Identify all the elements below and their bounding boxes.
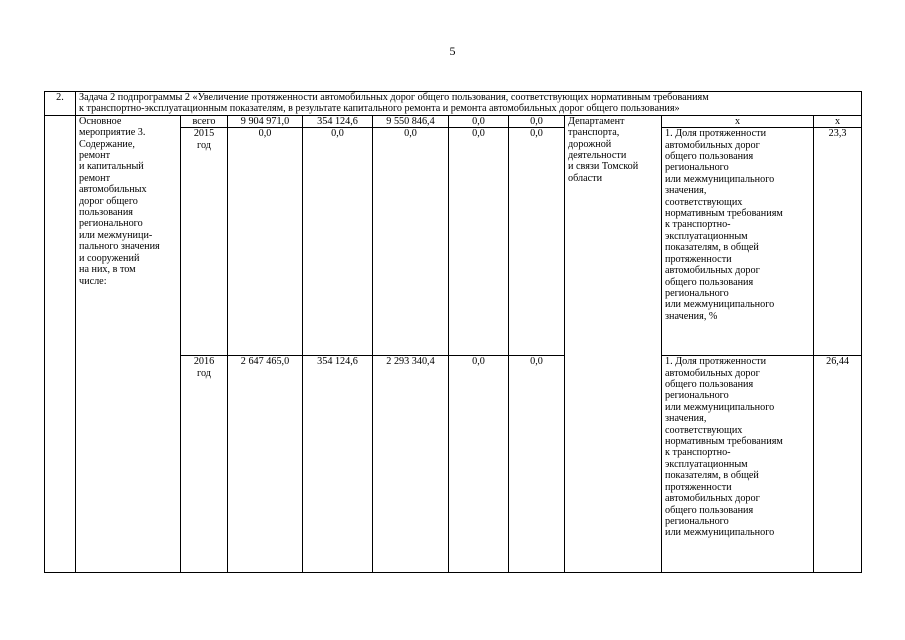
page-number: 5 (449, 44, 456, 58)
indicator-cell: x (662, 115, 814, 127)
task-title: Задача 2 подпрограммы 2 «Увеличение протяженности автомобильных дорог общего пользования, соответствующих нормативным требованиям к транспортно-эксплуатационным показателям, в результате капитального ремонта и ремонта автомобильных дорог общего пользования» (76, 92, 862, 116)
indicator-value-cell: 23,3 (814, 128, 862, 356)
federal-cell: 354 124,6 (303, 356, 373, 573)
regional-cell: 0,0 (373, 128, 449, 356)
table-row (45, 115, 862, 127)
period-cell: 2015 год (181, 128, 228, 356)
measure-name: Основное мероприятие 3. Содержание, ремонт и капитальный ремонт автомобильных дорог общего пользования регионального или межмуници- пального значения и сооружений на них, в том числе: (76, 115, 181, 572)
period-cell: 2016 год (181, 356, 228, 573)
local-cell: 0,0 (449, 128, 509, 356)
total-cell: 0,0 (228, 128, 303, 356)
local-cell: 0,0 (449, 115, 509, 127)
total-cell: 2 647 465,0 (228, 356, 303, 573)
regional-cell: 9 550 846,4 (373, 115, 449, 127)
federal-cell: 0,0 (303, 128, 373, 356)
local-cell: 0,0 (449, 356, 509, 573)
task-index: 2. (45, 92, 76, 116)
program-table (44, 91, 862, 573)
total-cell: 9 904 971,0 (228, 115, 303, 127)
other-cell: 0,0 (509, 356, 565, 573)
indicator-cell: 1. Доля протяженности автомобильных дорог общего пользования регионального или межмуниципального значения, соответствующих нормативным требованиям к транспортно- эксплуатационным показателям, в общей протяженности автомобильных дорог общего пользования регионального или межмуниципального значения, % (662, 128, 814, 356)
indicator-value-cell: 26,44 (814, 356, 862, 573)
other-cell: 0,0 (509, 115, 565, 127)
indicator-cell: 1. Доля протяженности автомобильных дорог общего пользования регионального или межмуниципального значения, соответствующих нормативным требованиям к транспортно- эксплуатационным показателям, в общей протяженности автомобильных дорог общего пользования регионального или межмуниципального (662, 356, 814, 573)
executor-cell: Департамент транспорта, дорожной деятельности и связи Томской области (565, 115, 662, 572)
other-cell: 0,0 (509, 128, 565, 356)
empty-index-cell (45, 115, 76, 572)
task-row (45, 92, 862, 116)
regional-cell: 2 293 340,4 (373, 356, 449, 573)
period-cell: всего (181, 115, 228, 127)
indicator-value-cell: x (814, 115, 862, 127)
federal-cell: 354 124,6 (303, 115, 373, 127)
